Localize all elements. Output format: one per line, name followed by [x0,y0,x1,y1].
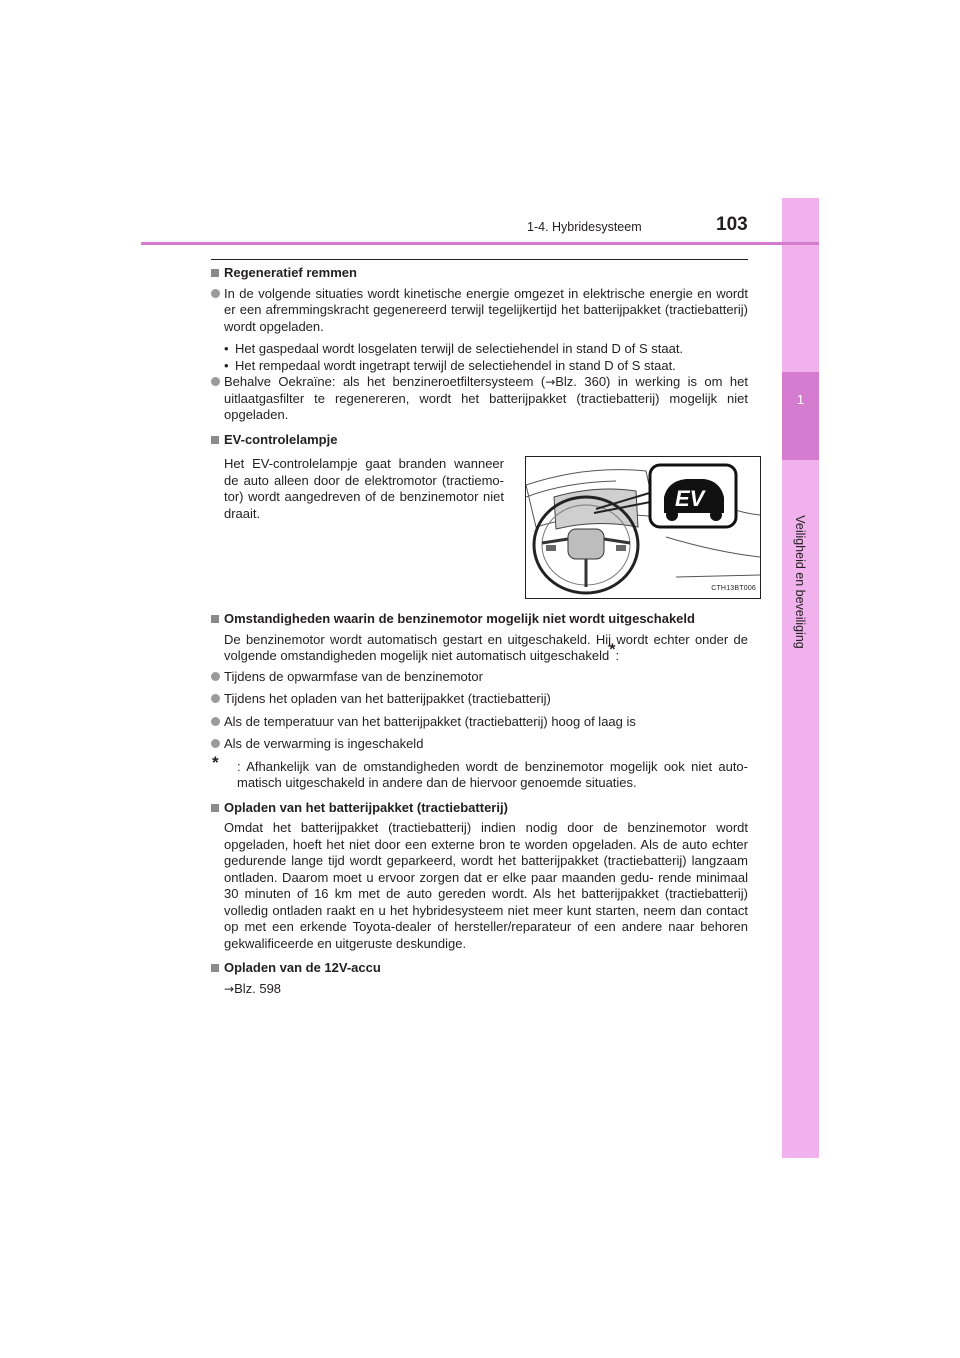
ev-description: Het EV-controlelampje gaat branden wanneer de auto alleen door de elektromotor (tractiemo- tor) wordt aangedreven of de benzinemotor niet draait. [224,456,504,521]
dashboard-illustration [526,457,760,598]
ev-row [211,456,756,599]
reference-arrow-icon: → [545,375,556,389]
footnote-mark: * [212,752,219,772]
ev-icon-label: EV [675,486,705,511]
chapter-side-tab [782,198,819,1158]
charge-text: Omdat het batterijpakket (tractiebatterij) indien nodig door de benzinemotor wordt opgeladen, hoeft het niet door een externe bron te worden opgeladen. Als de auto echter gedurende lange tijd wordt geparkeerd, wordt het batterijpakket (tractiebatterij) langzaam ontladen. Daarom moet u ervoor zorgen dat er elke paar maanden gedu- rende minimaal 30 minuten of 16 km met de auto gereden wordt. Als het batterijpakket (tractiebatterij) volledig ontladen raakt en u het hybridesysteem niet meer kunt starten, neem dan contact op met een erkende Toyota-dealer of hersteller/reparateur of een andere naar behoren gekwalificeerde en uitgeruste deskundige. [224,820,748,951]
figure-code: CTH13BT006 [711,584,756,592]
stop-item-3: Als de temperatuur van het batterijpakket (tractiebatterij) hoog of laag is [211,714,748,731]
chapter-active-marker [782,372,819,460]
stop-intro: De benzinemotor wordt automatisch gestart en uitgeschakeld. Hij wordt echter onder de volgende omstandigheden mogelijk niet automatisch uitgeschakeld*: [224,631,748,663]
page-number: 103 [716,214,748,235]
reference-arrow-icon: → [224,981,235,996]
regen-heading: Regeneratief remmen [211,265,748,282]
chapter-number: 1 [796,392,805,407]
stop-item-2: Tijdens het opladen van het batterijpakket (tractiebatterij) [211,691,748,708]
stop-heading: Omstandigheden waarin de benzinemotor mogelijk niet wordt uitgeschakeld [211,611,748,628]
chapter-title: Veiligheid en beveiliging [793,515,807,649]
footnote: * : Afhankelijk van de omstandigheden wordt de benzinemotor mogelijk ook niet auto- matisch uitgeschakeld in andere dan de hiervoor genoemde situaties. [212,752,748,790]
regen-bullet-2: Behalve Oekraïne: als het benzineroetfiltersysteem (→Blz. 360) in werking is om het uitlaatgasfilter te regenereren, wordt het batterijpakket (tractiebatterij) mogelijk niet opgeladen. [211,374,748,424]
accu-reference: →Blz. 598 [224,980,282,996]
page-content [211,265,756,997]
accu-heading: Opladen van de 12V-accu [211,960,748,977]
charge-heading: Opladen van het batterijpakket (tractiebatterij) [211,800,748,817]
stop-item-4: Als de verwarming is ingeschakeld [211,736,748,753]
ev-heading: EV-controlelampje [211,432,748,449]
regen-sub-1: • Het gaspedaal wordt losgelaten terwijl de selectiehendel in stand D of S staat. [211,341,748,358]
header-rule [141,242,819,245]
regen-sub-2: • Het rempedaal wordt ingetrapt terwijl de selectiehendel in stand D of S staat. [211,358,748,375]
section-title: 1-4. Hybridesysteem [527,220,642,234]
regen-bullet-1: In de volgende situaties wordt kinetische energie omgezet in elektrische energie en wordt er een afremmingskracht gegenereerd terwijl tegelijkertijd het batterijpakket (tractiebatterij) wordt opgeladen. [211,286,748,336]
ev-indicator-illustration [525,456,761,599]
stop-item-1: Tijdens de opwarmfase van de benzinemotor [211,669,748,686]
footnote-marker: * [609,641,616,659]
content-rule [211,259,748,260]
